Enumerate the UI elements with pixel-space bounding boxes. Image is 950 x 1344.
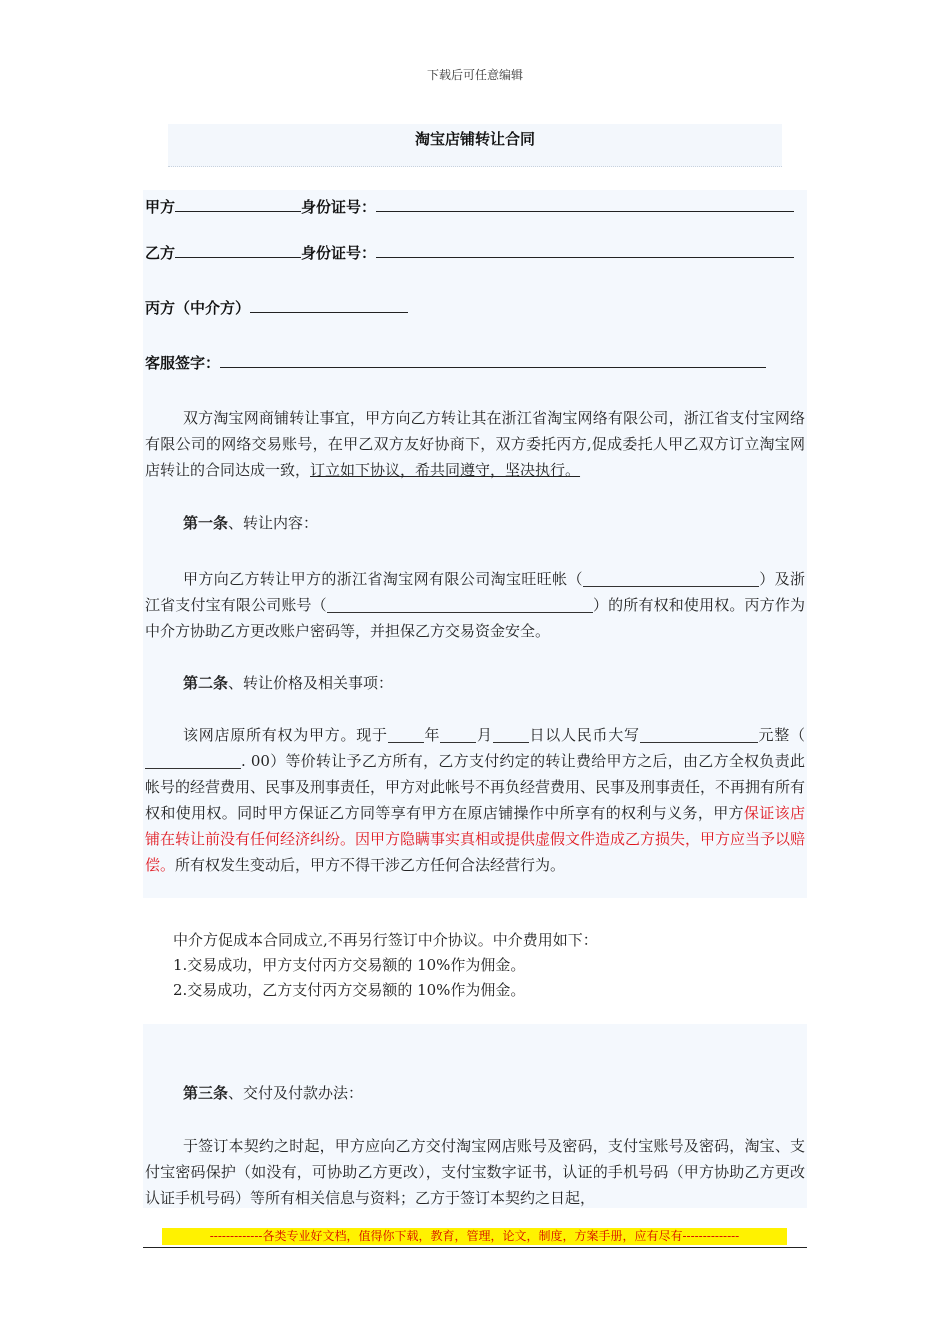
article3-number: 第三条 — [183, 1084, 229, 1102]
article2-p2: 元整（ — [757, 726, 805, 744]
title-box — [168, 124, 782, 167]
party-a-label: 甲方 — [145, 198, 176, 216]
article2-paragraph — [145, 722, 805, 878]
day-label: 日以人民币大写 — [528, 726, 640, 744]
party-a-row — [145, 196, 794, 217]
year-field[interactable] — [388, 726, 424, 743]
party-a-id-field[interactable] — [376, 197, 794, 212]
cs-sign-label: 客服签字： — [145, 354, 221, 372]
day-field[interactable] — [493, 726, 529, 743]
article3-paragraph — [145, 1133, 805, 1211]
footer-text: -------------各类专业好文档，值得你下载，教育，管理，论文，制度，方案手册，应有尽有-------------- — [209, 1229, 740, 1243]
party-b-name-field[interactable] — [175, 243, 301, 258]
wangwang-account-field[interactable] — [583, 570, 759, 587]
article2-p3: . 00）等价转让予乙方所有，乙方支付约定的转让费给甲方之后，由乙方全权负责此帐号的经营费用、民事及刑事责任，甲方对此帐号不再负经营费用、民事及刑事责任，不再拥有所有权和使用权。同时甲方保证乙方同等享有甲方在原店铺操作中所享有的权利与义务，甲方 — [145, 752, 806, 822]
party-c-label: 丙方（中介方） — [145, 299, 251, 317]
intro-underlined: 订立如下协议，希共同遵守，坚决执行。 — [310, 461, 581, 479]
year-label: 年 — [423, 726, 441, 744]
header-note: 下载后可任意编辑 — [426, 68, 523, 82]
amount-words-field[interactable] — [640, 726, 758, 743]
article1-part2: ）及浙江省支付宝有限公司账号（ — [145, 570, 805, 614]
party-b-id-label: 身份证号： — [301, 244, 377, 262]
party-b-id-field[interactable] — [376, 243, 794, 258]
cs-sign-field[interactable] — [220, 353, 766, 368]
party-a-name-field[interactable] — [175, 197, 301, 212]
article3-title: 、交付及付款办法： — [228, 1084, 364, 1102]
agency-line-2: 1.交易成功，甲方支付丙方交易额的 10%作为佣金。 — [173, 956, 526, 974]
article1-heading — [183, 512, 318, 533]
agency-line-1: 中介方促成本合同成立,不再另行签订中介协议。中介费用如下： — [173, 931, 598, 949]
article1-paragraph — [145, 566, 805, 644]
amount-number-field[interactable] — [145, 752, 241, 769]
article2-p4: 所有权发生变动后，甲方不得干涉乙方任何合法经营行为。 — [175, 856, 566, 874]
cs-sign-row — [145, 352, 766, 373]
party-c-field[interactable] — [250, 298, 408, 313]
intro-text: 双方淘宝网商铺转让事宜，甲方向乙方转让其在浙江省淘宝网络有限公司，浙江省支付宝网络有限公司的网络交易账号，在甲乙双方友好协商下，双方委托丙方,促成委托人甲乙双方订立淘宝网店转让的合同达成一致， — [145, 409, 805, 479]
article2-number: 第二条 — [183, 674, 229, 692]
article2-heading — [183, 672, 393, 693]
month-label: 月 — [476, 726, 493, 744]
party-c-row — [145, 297, 408, 318]
article1-number: 第一条 — [183, 514, 229, 532]
article3-text: 于签订本契约之时起，甲方应向乙方交付淘宝网店账号及密码，支付宝账号及密码，淘宝、支付宝密码保护（如没有，可协助乙方更改），支付宝数字证书，认证的手机号码（甲方协助乙方更改认证手机号码）等所有相关信息与资料；乙方于签订本契约之日起， — [145, 1137, 805, 1207]
party-b-row — [145, 242, 794, 263]
article2-title: 、转让价格及相关事项： — [228, 674, 394, 692]
article2-p1: 该网店原所有权为甲方。现于 — [183, 726, 388, 744]
article1-title: 、转让内容： — [228, 514, 319, 532]
alipay-account-field[interactable] — [327, 596, 593, 613]
party-a-id-label: 身份证号： — [301, 198, 377, 216]
month-field[interactable] — [440, 726, 476, 743]
footer-rule — [143, 1247, 807, 1248]
article1-part1: 甲方向乙方转让甲方的浙江省淘宝网有限公司淘宝旺旺帐（ — [183, 570, 583, 588]
agency-line-3: 2.交易成功，乙方支付丙方交易额的 10%作为佣金。 — [173, 981, 526, 999]
intro-paragraph — [145, 405, 805, 483]
document-title: 淘宝店铺转让合同 — [414, 130, 535, 148]
article3-heading — [183, 1082, 363, 1103]
article2-red-text: 保证该店铺在转让前没有任何经济纠纷。因甲方隐瞒事实真相或提供虚假文件造成乙方损失，甲方应当予以赔偿。 — [145, 804, 806, 874]
article1-part3: ）的所有权和使用权。丙方作为中介方协助乙方更改账户密码等，并担保乙方交易资金安全。 — [145, 596, 805, 640]
party-b-label: 乙方 — [145, 244, 176, 262]
